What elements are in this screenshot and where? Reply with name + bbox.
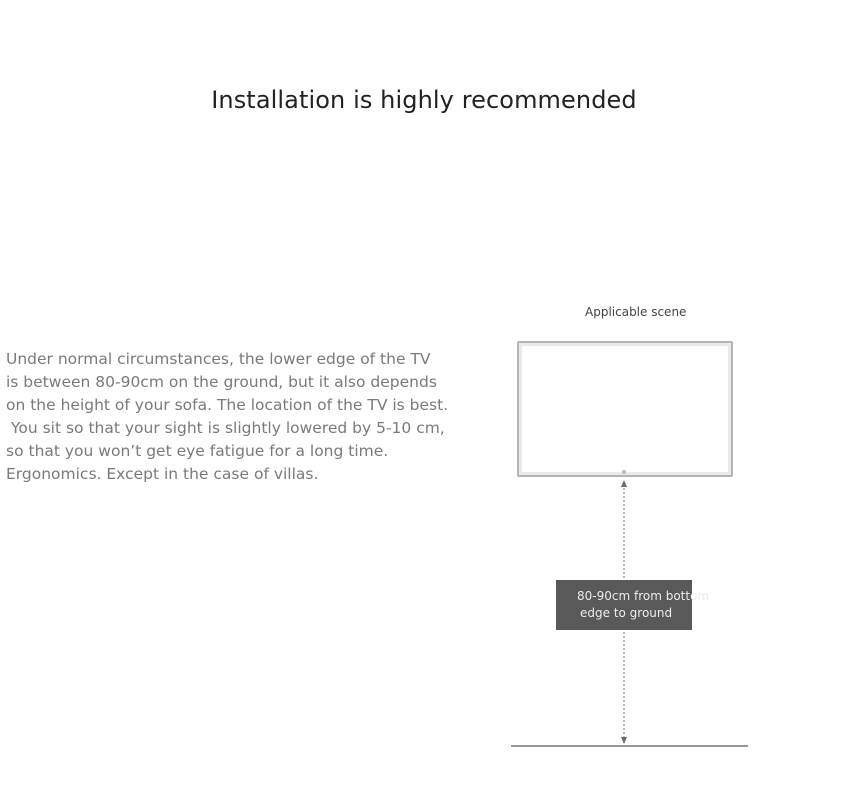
description-line: Ergonomics. Except in the case of villas. [6,465,319,483]
page-title: Installation is highly recommended [211,86,637,114]
arrowhead-down-icon [621,737,627,744]
measurement-label-box [556,580,710,630]
arrowhead-up-icon [621,480,627,487]
description-line: is between 80-90cm on the ground, but it also depends [6,373,437,391]
measurement-label-line: edge to ground [580,606,673,620]
description-line: Under normal circumstances, the lower edge of the TV [6,350,431,368]
description-line: so that you won’t get eye fatigue for a long time. [6,442,389,460]
description-line: You sit so that your sight is slightly lowered by 5-10 cm, [6,419,445,437]
scene-label: Applicable scene [585,305,687,319]
description-line: on the height of your sofa. The location of the TV is best. [6,396,449,414]
measurement-label-line: 80-90cm from bottom [577,589,710,603]
